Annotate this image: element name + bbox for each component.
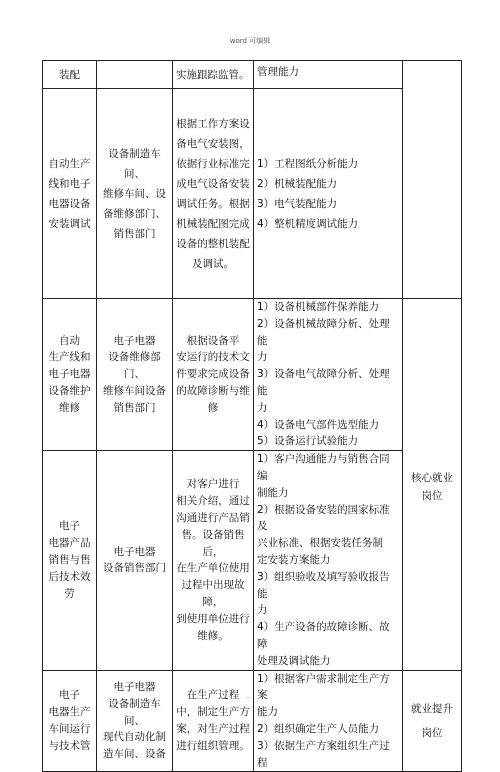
department-cell: 电子电器 设备销售部门 (97, 451, 173, 670)
table-row (43, 89, 462, 299)
position-name-cell: 电子 电器生产 车间运行 与技术管 (43, 670, 97, 772)
position-name-cell: 装配 (43, 61, 97, 89)
task-description-cell: 在生产过程 中，制定生产方 案，对生产过程 进行组织管理。 (173, 670, 254, 772)
table-row (43, 670, 462, 772)
target-position-cell (403, 61, 462, 299)
table-row (43, 451, 462, 670)
task-description-cell: 根据设备平 安运行的技术文 件要求完成设备 的故障诊断与维 修 (173, 299, 254, 451)
department-cell: 电子电器 设备维修部门、 维修车间设备 销售部门 (97, 299, 173, 451)
position-name-cell: 电子 电器产品 销售与售 后技术效 劳 (43, 451, 97, 670)
career-positions-table (42, 60, 462, 772)
department-cell: 设备制造车间、 维修车间、设 备维修部门、 销售部门 (97, 89, 173, 299)
task-description-cell: 根据工作方案设 备电气安装图， 依据行业标准完 成电气设备安装 调试任务。根据 机械装配图完成 设备的整机装配 及调试。 (173, 89, 254, 299)
abilities-cell: 1）根据客户需求制定生产方案 能力 2）组织确定生产人员能力 3）依据生产方案组织生产过程 (254, 670, 403, 772)
table-row (43, 61, 462, 89)
position-name-cell: 自动 生产线和 电子电器 设备维护 维修 (43, 299, 97, 451)
abilities-cell: 管理能力 (254, 61, 403, 89)
department-cell: 电子电器 设备制造车间、 现代自动化制 造车间、设备 (97, 670, 173, 772)
page-header: word 可编辑 (229, 37, 271, 45)
abilities-cell: 1）设备机械部件保养能力 2）设备机械故障分析、处理能 力 3）设备电气故障分析、处理能 力 4）设备电气部件选型能力 5）设备运行试验能力 (254, 299, 403, 451)
abilities-cell: 1）工程图纸分析能力 2）机械装配能力 3）电气装配能力 4）整机精度调试能力 (254, 89, 403, 299)
table-row (43, 299, 462, 451)
task-description-cell: 实施跟踪监管。 (173, 61, 254, 89)
task-description-cell: 对客户进行 相关介绍，通过 沟通进行产品销 售。设备销售后， 在生产单位使用 过程中出现故障， 到使用单位进行 维修。 (173, 451, 254, 670)
target-position-cell: 就业提升 岗位 (403, 670, 462, 772)
department-cell (97, 61, 173, 89)
page-footer-mark: - (247, 694, 250, 701)
target-position-cell: 核心就业 岗位 (403, 299, 462, 671)
position-name-cell: 自动生产 线和电子 电器设备 安装调试 (43, 89, 97, 299)
abilities-cell: 1）客户沟通能力与销售合同编 制能力 2）根据设备安装的国家标准及 兴业标准、根据安装任务制 定安装方案能力 3）组织验收及填写验收报告能 力 4）生产设备的故障诊断、故障 处理及调试能力 (254, 451, 403, 670)
